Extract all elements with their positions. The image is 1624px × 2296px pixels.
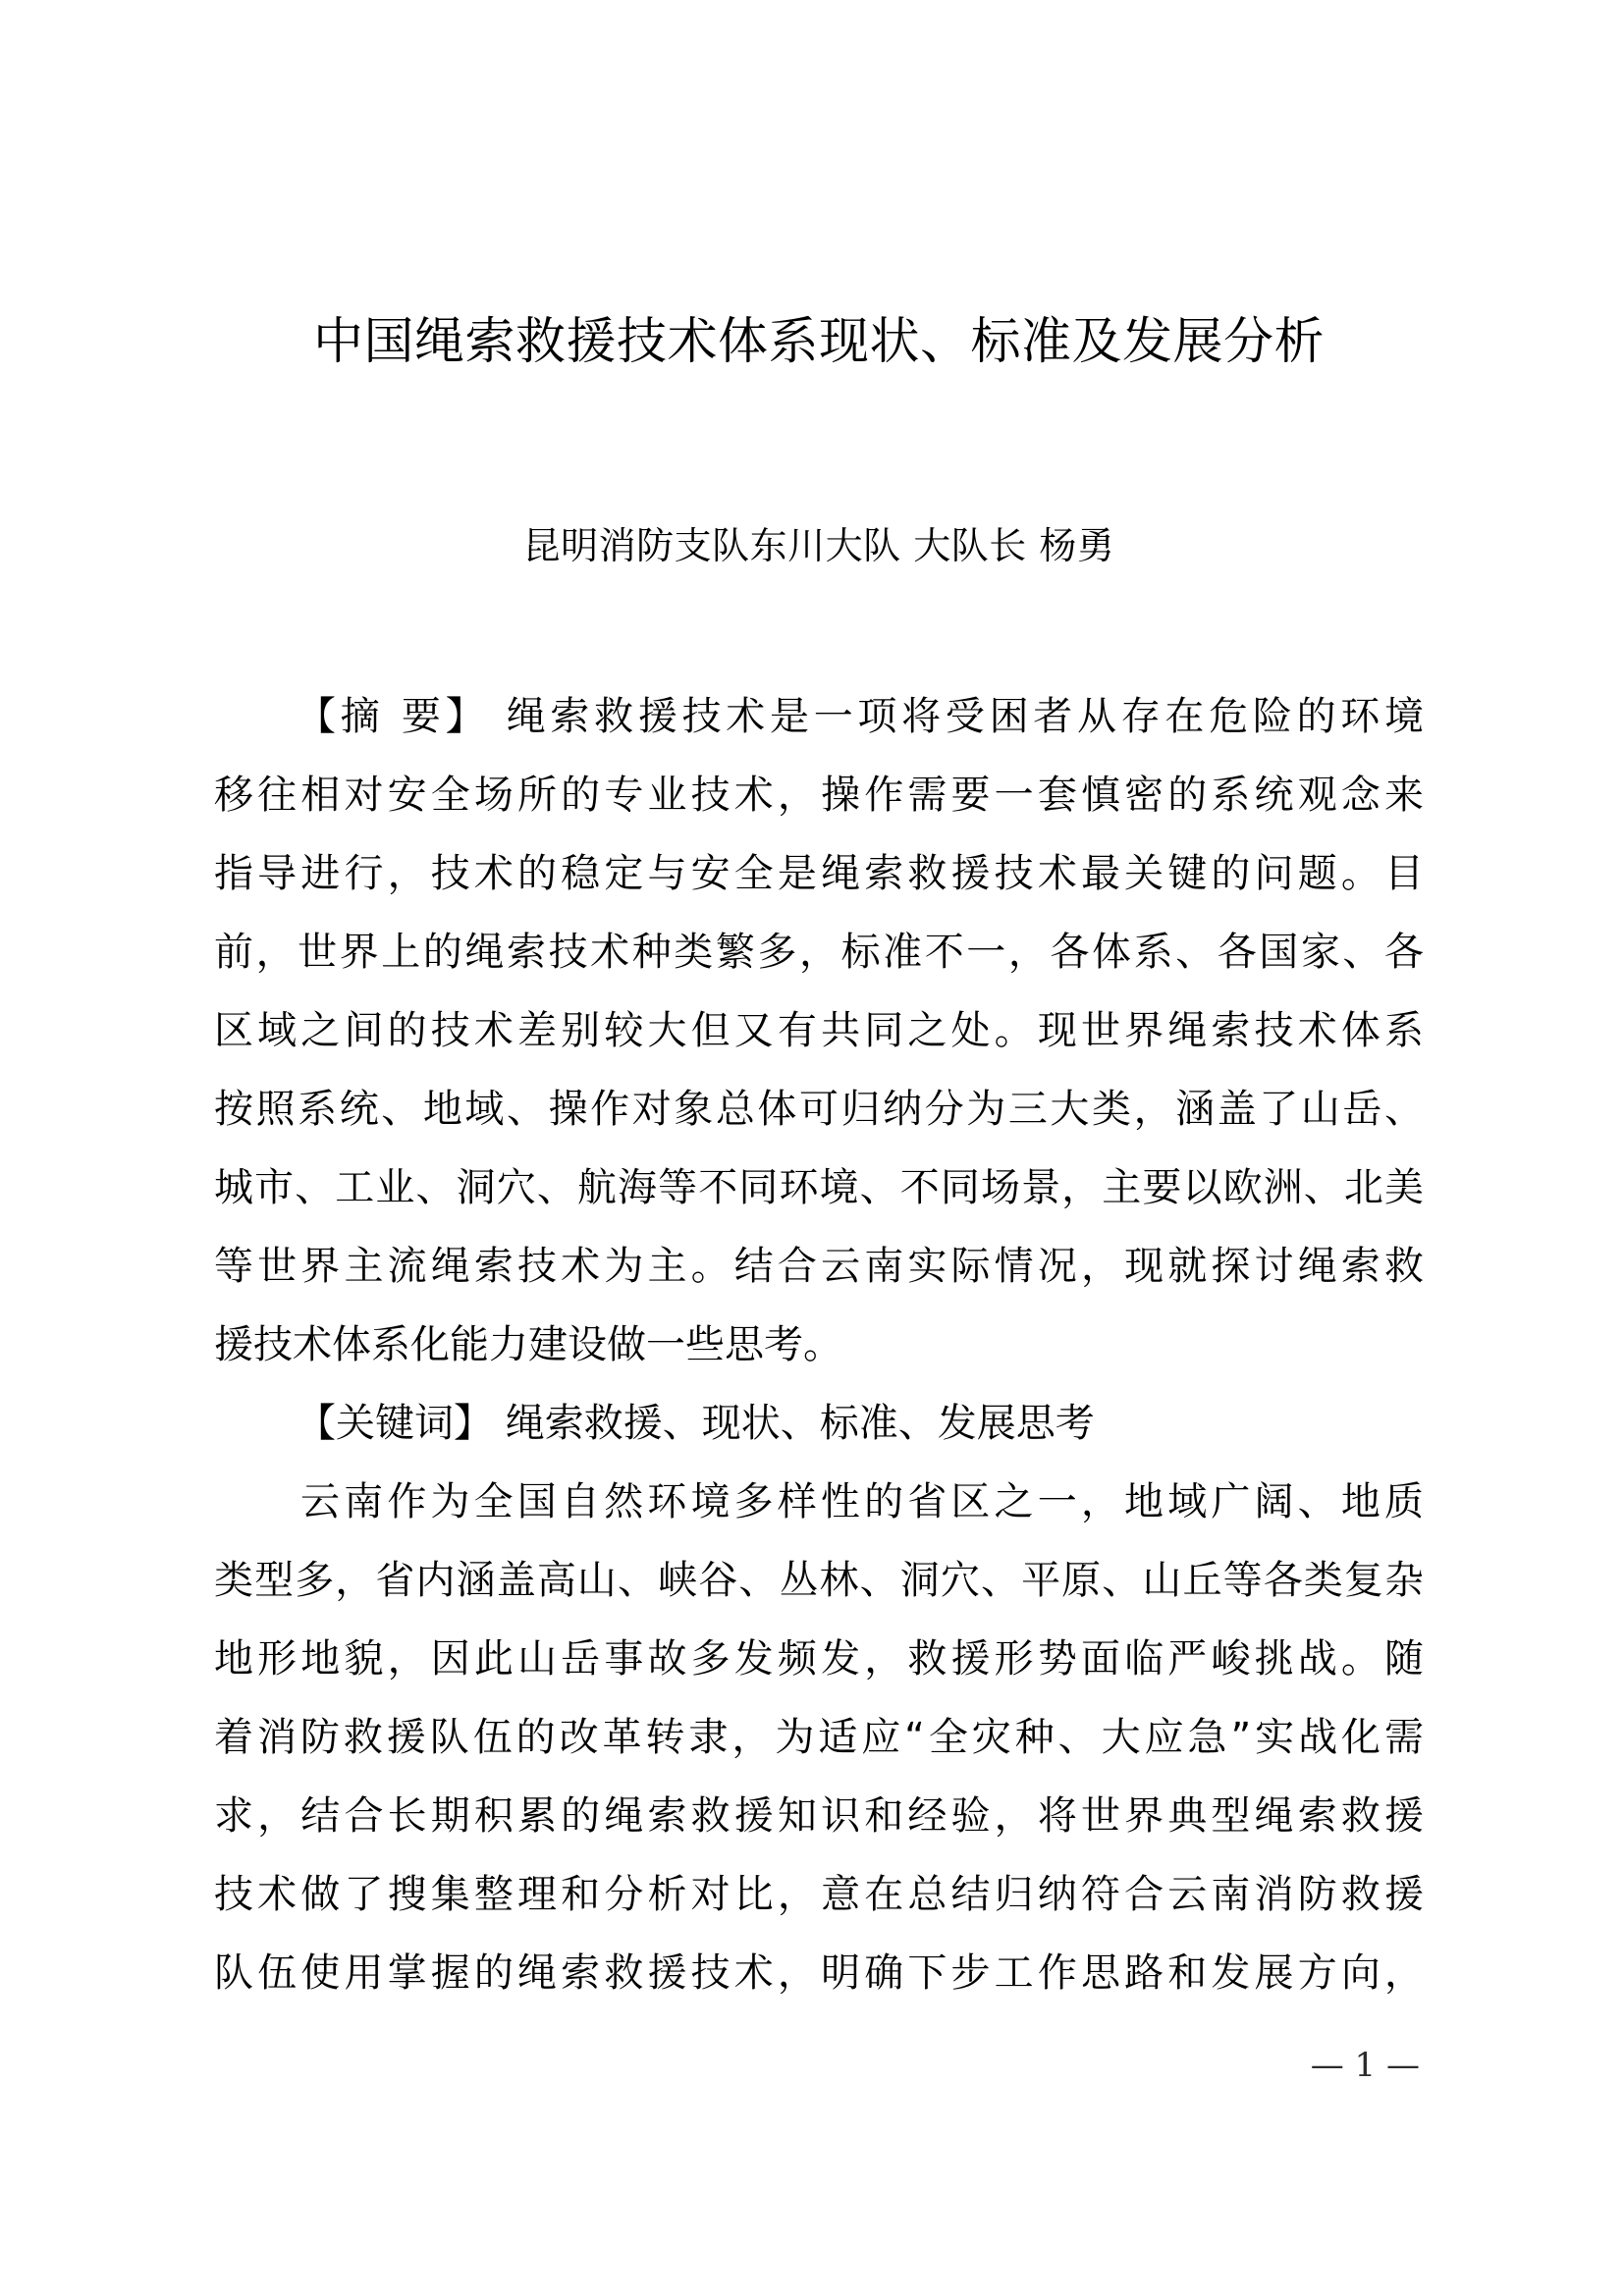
- body-line: 技术做了搜集整理和分析对比，意在总结归纳符合云南消防救援: [214, 1872, 1424, 1917]
- page-number: — 1 —: [1310, 2046, 1420, 2085]
- abstract-line: 城市、工业、洞穴、航海等不同环境、不同场景，主要以欧洲、北美: [214, 1165, 1424, 1210]
- body-line: 着消防救援队伍的改革转隶，为适应“全灾种、大应急”实战化需: [214, 1715, 1424, 1760]
- abstract-line: 等世界主流绳索技术为主。结合云南实际情况，现就探讨绳索救: [214, 1244, 1424, 1289]
- abstract-line: 指导进行，技术的稳定与安全是绳索救援技术最关键的问题。目: [214, 851, 1424, 896]
- abstract-line: 移往相对安全场所的专业技术，操作需要一套慎密的系统观念来: [214, 773, 1424, 818]
- abstract-line: 援技术体系化能力建设做一些思考。: [214, 1322, 842, 1367]
- abstract-line: 【摘 要】 绳索救援技术是一项将受困者从存在危险的环境: [297, 694, 1424, 739]
- abstract-line: 区域之间的技术差别较大但又有共同之处。现世界绳索技术体系: [214, 1008, 1424, 1053]
- author-line: 昆明消防支队东川大队 大队长 杨勇: [522, 524, 1115, 567]
- body-line: 队伍使用掌握的绳索救援技术，明确下步工作思路和发展方向，: [214, 1950, 1424, 1996]
- body-line: 云南作为全国自然环境多样性的省区之一，地域广阔、地质: [300, 1479, 1424, 1524]
- body-line: 求，结合长期积累的绳索救援知识和经验，将世界典型绳索救援: [214, 1793, 1424, 1839]
- keywords-line: 【关键词】 绳索救援、现状、标准、发展思考: [297, 1401, 1095, 1446]
- abstract-line: 按照系统、地域、操作对象总体可归纳分为三大类，涵盖了山岳、: [214, 1087, 1424, 1132]
- article-body: [214, 677, 1424, 2012]
- page-title: 中国绳索救援技术体系现状、标准及发展分析: [312, 313, 1325, 371]
- body-line: 类型多，省内涵盖高山、峡谷、丛林、洞穴、平原、山丘等各类复杂: [214, 1558, 1424, 1603]
- body-line: 地形地貌，因此山岳事故多发频发，救援形势面临严峻挑战。随: [214, 1636, 1424, 1682]
- abstract-line: 前，世界上的绳索技术种类繁多，标准不一，各体系、各国家、各: [214, 930, 1424, 975]
